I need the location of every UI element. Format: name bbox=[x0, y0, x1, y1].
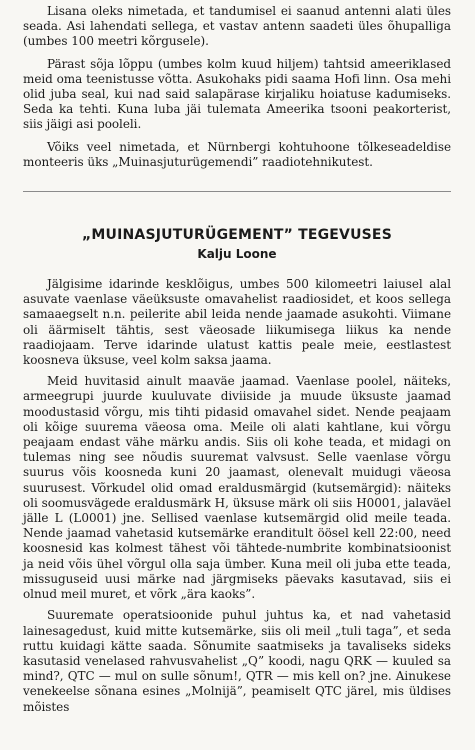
article-author: Kalju Loone bbox=[197, 247, 277, 262]
intro-paragraph: Pärast sõja lõppu (umbes kolm kuud hiljem) tahtsid ameeriklased meid oma teenistusse võtta. Asukohaks pidi saama Hofi linn. Osa mehi olid juba seal, kui nad said salapärase kirjaliku hoiatuse kadumiseks. Seda ka tehti. Kuna luba jäi tulemata Ameerika tsooni peakorterist, siis jäigi asi pooleli. bbox=[23, 56, 451, 132]
article-paragraph: Jälgisime idarinde kesklõigus, umbes 500 kilomeetri laiusel alal asuvate vaenlase väeüksuste omavahelist raadiosidet, et koos sellega samaaegselt n.n. peilerite abil leida nende jaamade asukohti. Viimane oli äärmiselt tähtis, sest väeosade liikumisega liikus ka nende raadiojaam. Terve idarinde ulatust kattis peale meie, eestlastest koosneva üksuse, veel kolm saksa jaama. bbox=[23, 277, 451, 368]
section-divider bbox=[23, 191, 451, 192]
article-paragraph: Meid huvitasid ainult maaväe jaamad. Vaenlase poolel, näiteks, armeegrupi juurde kuuluvate diviiside ja muude üksuste jaamad moodustasid võrgu, mis tihti pidasid omavahel sidet. Nende peajaam oli kõige suurema väeosa oma. Meile oli alati kahtlane, kui võrgu peajaam endast vähe märku andis. Siis oli kohe teada, et midagi on tulemas ning see nõudis suuremat valvsust. Selle vaenlase võrgu suurus võis koosneda kuni 20 jaamast, olenevalt muidugi väeosa suurusest. Võrkudel olid omad eraldusmärgid (kutsemärgid): näiteks oli soomusvägede eraldusmärk H, üksuse märk oli siis H0001, jalaväel jälle L (L0001) jne. Sellised vaenlase kutsemärgid olid meile teada. Nende jaamad vahetasid kutsemärke eranditult öösel kell 22:00, need koosnesid kas kolmest tähest või tähtede-numbrite kombinatsioonist ja neid võis ühel võrgul olla saja ümber. Kuna meil oli juba ette teada, missuguseid uusi märke nad järgmiseks päevaks kasutavad, siis ei olnud meil muret, et võrk „ära kaoks”. bbox=[23, 374, 451, 602]
article-paragraph: Suuremate operatsioonide puhul juhtus ka, et nad vahetasid lainesagedust, kuid mitte kutsemärke, siis oli meil „tuli taga”, et seda ruttu kuidagi kätte saada. Sõnumite saatmiseks ja tavaliseks sideks kasutasid venelased rahvusvahelist „Q” koodi, nagu QRK — kuuled sa mind?, QTC — mul on sulle sõnum!, QTR — mis kell on? jne. Ainukese venekeelse sõnana esines „Molnijä”, peamiselt QTC järel, mis üldises mõistes bbox=[23, 608, 451, 714]
article-section bbox=[23, 226, 451, 715]
intro-paragraph: Võiks veel nimetada, et Nürnbergi kohtuhoone tõlkeseadeldise monteeris üks „Muinasjuturügemendi” raadiotehnikutest. bbox=[23, 139, 451, 169]
intro-paragraph: Lisana oleks nimetada, et tandumisel ei saanud antenni alati üles seada. Asi lahendati sellega, et vastav antenn saadeti üles õhupalliga (umbes 100 meetri kõrgusele). bbox=[23, 4, 451, 49]
intro-section bbox=[23, 4, 451, 170]
article-title: „MUINASJUTURÜGEMENT” TEGEVUSES bbox=[82, 227, 392, 244]
